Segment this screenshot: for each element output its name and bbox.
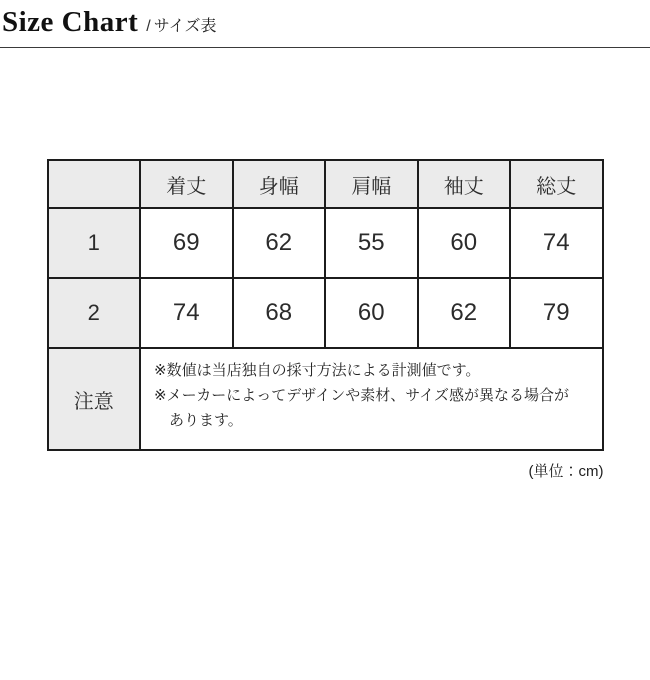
cell-value: 60 bbox=[418, 208, 511, 278]
size-chart-table bbox=[47, 159, 604, 451]
notes-cell bbox=[140, 348, 603, 450]
page-title: Size Chart bbox=[2, 6, 139, 38]
title-separator: / bbox=[146, 18, 151, 35]
page-title-japanese: サイズ表 bbox=[153, 18, 217, 35]
cell-value: 74 bbox=[140, 278, 233, 348]
corner-cell bbox=[48, 160, 141, 208]
note-line: ※メーカーによってデザインや素材、サイズ感が異なる場合があります。 bbox=[154, 387, 570, 429]
notes-row-label: 注意 bbox=[48, 348, 141, 450]
column-header-mihaba: 身幅 bbox=[233, 160, 326, 208]
table-row-notes bbox=[48, 348, 603, 450]
table-header-row bbox=[48, 160, 603, 208]
page-header bbox=[0, 0, 650, 48]
row-label: 1 bbox=[48, 208, 141, 278]
column-header-chakutake: 着丈 bbox=[140, 160, 233, 208]
cell-value: 60 bbox=[325, 278, 418, 348]
cell-value: 79 bbox=[510, 278, 603, 348]
note-line: ※数値は当店独自の採寸方法による計測値です。 bbox=[154, 362, 481, 379]
cell-value: 62 bbox=[233, 208, 326, 278]
column-header-sodetake: 袖丈 bbox=[418, 160, 511, 208]
cell-value: 62 bbox=[418, 278, 511, 348]
unit-note: (単位：cm) bbox=[528, 463, 604, 480]
table-row-size2 bbox=[48, 278, 603, 348]
row-label: 2 bbox=[48, 278, 141, 348]
cell-value: 69 bbox=[140, 208, 233, 278]
cell-value: 74 bbox=[510, 208, 603, 278]
column-header-katahaba: 肩幅 bbox=[325, 160, 418, 208]
cell-value: 68 bbox=[233, 278, 326, 348]
table-row-size1 bbox=[48, 208, 603, 278]
column-header-soutake: 総丈 bbox=[510, 160, 603, 208]
cell-value: 55 bbox=[325, 208, 418, 278]
